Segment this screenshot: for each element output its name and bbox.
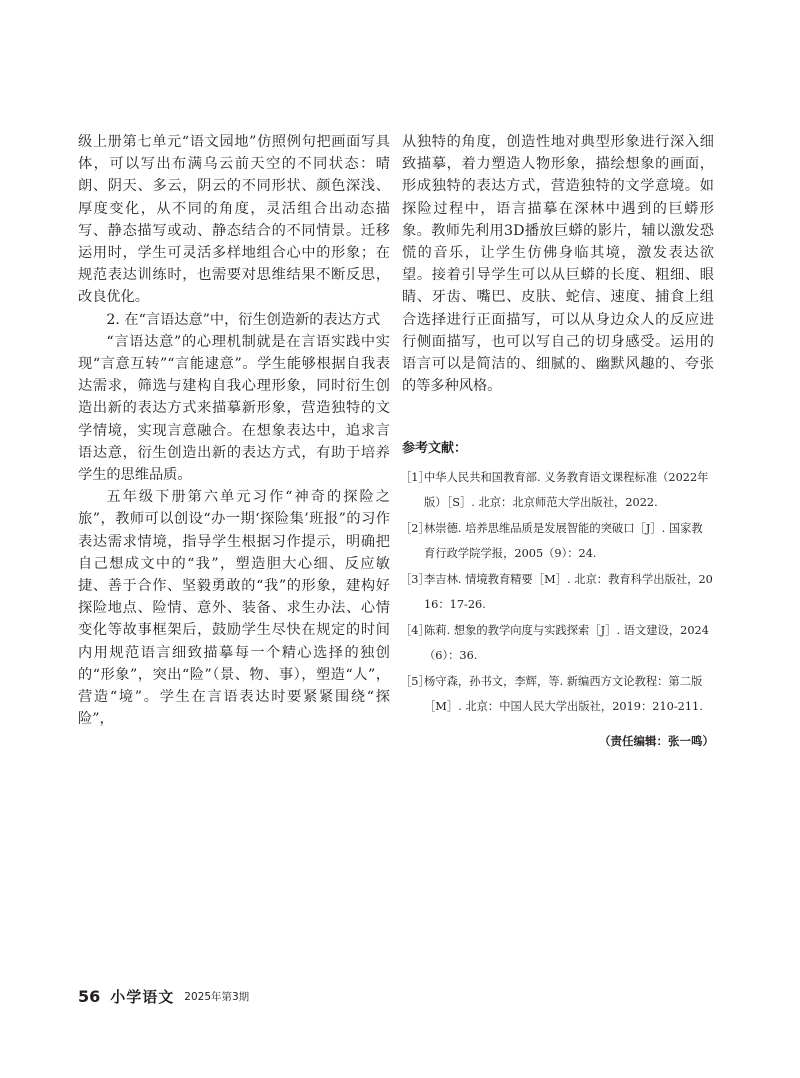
reference-number: ［2］ — [400, 522, 430, 536]
body-paragraph: “言语达意”的心理机制就是在言语实践中实现“言意互转”“言能逮意”。学生能够根据自我表达需求，筛选与建构自我心理形象，同时衍生创造出新的表达方式来描摹新形象，营造独特的文学情境，实现言意融合。在想象表达中，追求言语达意，衍生创造出新的表达方式，有助于培养学生的思维品质。 — [78, 333, 390, 484]
journal-name: 小学语文 — [110, 987, 175, 1006]
reference-number: ［5］ — [400, 675, 430, 689]
body-paragraph: 从独特的角度，创造性地对典型形象进行深入细致描摹，着力塑造人物形象，描绘想象的画面，形成独特的表达方式，营造独特的文学意境。如探险过程中，语言描摹在深林中遇到的巨蟒形象。教师先利用3D播放巨蟒的影片，辅以激发恐慌的音乐，让学生仿佛身临其境，激发表达欲望。接着引导学生可以从巨蟒的长度、粗细、眼睛、牙齿、嘴巴、皮肤、蛇信、速度、捕食上组合选择进行正面描写，可以从身边众人的反应进行侧面描写，也可以写自己的切身感受。运用的语言可以是简洁的、细腻的、幽默风趣的、夸张的等多种风格。 — [402, 134, 714, 395]
reference-item — [402, 466, 714, 515]
body-paragraph: 级上册第七单元“语文园地”仿照例句把画面写具体，可以写出布满乌云前天空的不同状态：晴朗、阴天、多云，阴云的不同形状、颜色深浅、厚度变化，从不同的角度，灵活组合出动态描写、静态描写或动、静态结合的不同情景。迁移运用时，学生可灵活多样地组合心中的形象；在规范表达训练时，也需要对思维结果不断反思，改良优化。 — [78, 134, 390, 306]
section-heading: 2. 在“言语达意”中，衍生创造新的表达方式 — [106, 311, 381, 328]
body-paragraph: 五年级下册第六单元习作“神奇的探险之旅”，教师可以创设“办一期‘探险集’班报”的习作表达需求情境，指导学生根据习作提示，明确把自己想成文中的“我”，塑造胆大心细、反应敏捷、善于合作、坚毅勇敢的“我”的形象，建构好探险地点、险情、意外、装备、求生办法、心情变化等故事框架后，鼓励学生尽快在规定的时间内用规范语言细致描摹每一个精心选择的独创的“形象”，突出“险”（景、物、事），塑造“人”，营造“境”。学生在言语表达时要紧紧围绕“探险”， — [78, 489, 390, 728]
reference-item — [402, 517, 714, 566]
reference-text: 陈莉. 想象的教学向度与实践探索［J］. 语文建设，2024（6）：36. — [424, 624, 709, 662]
reference-item — [402, 619, 714, 668]
reference-item — [402, 568, 714, 617]
reference-number: ［1］ — [400, 471, 430, 485]
responsible-editor: （责任编辑：张一鸣） — [599, 734, 714, 749]
page-number: 56 — [78, 986, 101, 1006]
reference-number: ［3］ — [400, 573, 430, 587]
reference-text: 林崇德. 培养思维品质是发展智能的突破口［J］. 国家教育行政学院学报，2005（9）：24. — [424, 522, 703, 560]
issue-label: 2025年第3期 — [184, 990, 250, 1003]
left-column — [78, 131, 390, 730]
references-list — [402, 466, 714, 719]
reference-number: ［4］ — [400, 624, 430, 638]
reference-text: 中华人民共和国教育部. 义务教育语文课程标准（2022年版）［S］. 北京：北京师范大学出版社，2022. — [424, 471, 709, 509]
reference-item — [402, 670, 714, 719]
reference-text: 杨守森，孙书文，李辉，等. 新编西方文论教程：第二版［M］. 北京：中国人民大学出版社，2019：210-211. — [424, 675, 703, 713]
references-heading: 参考文献： — [402, 441, 468, 457]
right-column — [402, 131, 714, 749]
page-footer — [78, 986, 249, 1006]
reference-text: 李吉林. 情境教育精要［M］. 北京：教育科学出版社，2016：17-26. — [424, 573, 713, 611]
